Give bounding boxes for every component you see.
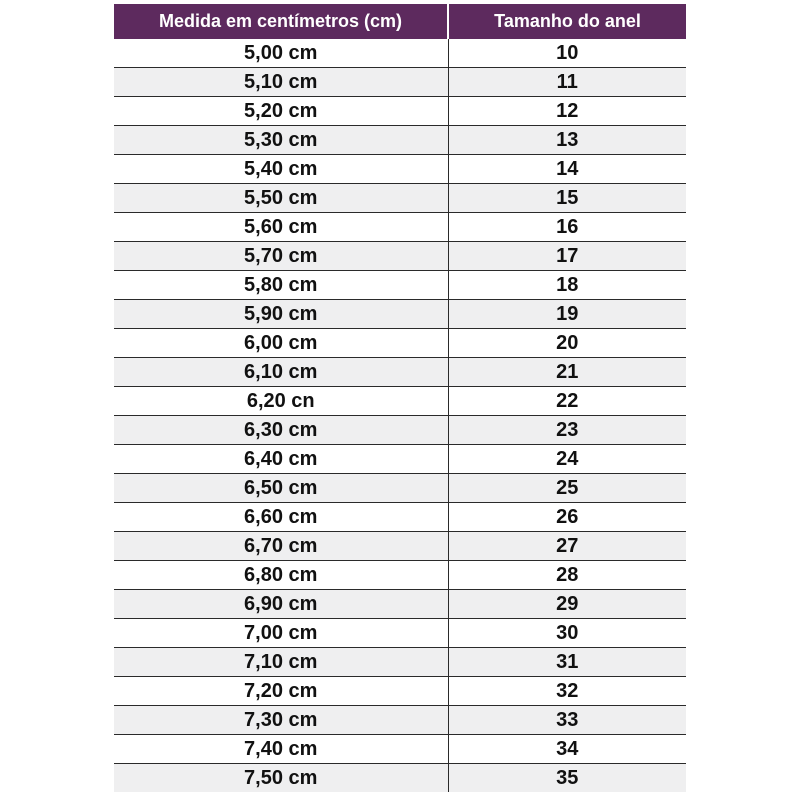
table-row xyxy=(114,387,686,416)
table-row xyxy=(114,590,686,619)
measurement-cell: 7,00 cm xyxy=(114,619,448,648)
table-row xyxy=(114,300,686,329)
table-row xyxy=(114,764,686,793)
table-row xyxy=(114,735,686,764)
measurement-cell: 5,90 cm xyxy=(114,300,448,329)
ring-size-cell: 26 xyxy=(448,503,686,532)
measurement-cell: 6,80 cm xyxy=(114,561,448,590)
measurement-cell: 6,90 cm xyxy=(114,590,448,619)
table-row xyxy=(114,619,686,648)
measurement-cell: 6,70 cm xyxy=(114,532,448,561)
measurement-cell: 7,20 cm xyxy=(114,677,448,706)
ring-size-cell: 21 xyxy=(448,358,686,387)
ring-size-cell: 31 xyxy=(448,648,686,677)
table-body xyxy=(114,39,686,792)
measurement-cell: 5,60 cm xyxy=(114,213,448,242)
table-row xyxy=(114,445,686,474)
ring-size-cell: 18 xyxy=(448,271,686,300)
header-row xyxy=(114,4,686,39)
ring-size-cell: 27 xyxy=(448,532,686,561)
header-ring-size: Tamanho do anel xyxy=(448,4,686,39)
measurement-cell: 6,30 cm xyxy=(114,416,448,445)
measurement-cell: 5,10 cm xyxy=(114,68,448,97)
ring-size-cell: 29 xyxy=(448,590,686,619)
measurement-cell: 5,50 cm xyxy=(114,184,448,213)
measurement-cell: 5,40 cm xyxy=(114,155,448,184)
table-row xyxy=(114,271,686,300)
table-row xyxy=(114,358,686,387)
measurement-cell: 7,40 cm xyxy=(114,735,448,764)
ring-size-cell: 16 xyxy=(448,213,686,242)
ring-size-cell: 12 xyxy=(448,97,686,126)
ring-size-cell: 23 xyxy=(448,416,686,445)
ring-size-cell: 24 xyxy=(448,445,686,474)
table-row xyxy=(114,561,686,590)
ring-size-cell: 11 xyxy=(448,68,686,97)
table-row xyxy=(114,677,686,706)
measurement-cell: 5,80 cm xyxy=(114,271,448,300)
measurement-cell: 5,70 cm xyxy=(114,242,448,271)
measurement-cell: 6,50 cm xyxy=(114,474,448,503)
measurement-cell: 6,40 cm xyxy=(114,445,448,474)
header-measurement-cm: Medida em centímetros (cm) xyxy=(114,4,448,39)
ring-size-cell: 25 xyxy=(448,474,686,503)
ring-size-cell: 30 xyxy=(448,619,686,648)
ring-size-cell: 15 xyxy=(448,184,686,213)
measurement-cell: 7,10 cm xyxy=(114,648,448,677)
table-row xyxy=(114,706,686,735)
table-row xyxy=(114,97,686,126)
ring-size-cell: 35 xyxy=(448,764,686,793)
ring-size-cell: 34 xyxy=(448,735,686,764)
measurement-cell: 6,20 cn xyxy=(114,387,448,416)
measurement-cell: 7,30 cm xyxy=(114,706,448,735)
ring-size-cell: 32 xyxy=(448,677,686,706)
table-row xyxy=(114,39,686,68)
measurement-cell: 5,20 cm xyxy=(114,97,448,126)
table-header xyxy=(114,4,686,39)
table-row xyxy=(114,155,686,184)
ring-size-cell: 19 xyxy=(448,300,686,329)
table-row xyxy=(114,242,686,271)
measurement-cell: 7,50 cm xyxy=(114,764,448,793)
ring-size-chart xyxy=(114,4,686,792)
table-row xyxy=(114,126,686,155)
table-row xyxy=(114,213,686,242)
table-row xyxy=(114,329,686,358)
measurement-cell: 6,00 cm xyxy=(114,329,448,358)
table-row xyxy=(114,648,686,677)
ring-size-cell: 17 xyxy=(448,242,686,271)
table-row xyxy=(114,503,686,532)
ring-size-cell: 28 xyxy=(448,561,686,590)
table-row xyxy=(114,532,686,561)
table-row xyxy=(114,474,686,503)
measurement-cell: 5,00 cm xyxy=(114,39,448,68)
ring-size-table xyxy=(114,4,686,792)
ring-size-cell: 33 xyxy=(448,706,686,735)
table-row xyxy=(114,184,686,213)
ring-size-cell: 13 xyxy=(448,126,686,155)
measurement-cell: 6,10 cm xyxy=(114,358,448,387)
table-row xyxy=(114,416,686,445)
measurement-cell: 6,60 cm xyxy=(114,503,448,532)
ring-size-cell: 14 xyxy=(448,155,686,184)
ring-size-cell: 10 xyxy=(448,39,686,68)
table-row xyxy=(114,68,686,97)
ring-size-cell: 22 xyxy=(448,387,686,416)
ring-size-cell: 20 xyxy=(448,329,686,358)
measurement-cell: 5,30 cm xyxy=(114,126,448,155)
